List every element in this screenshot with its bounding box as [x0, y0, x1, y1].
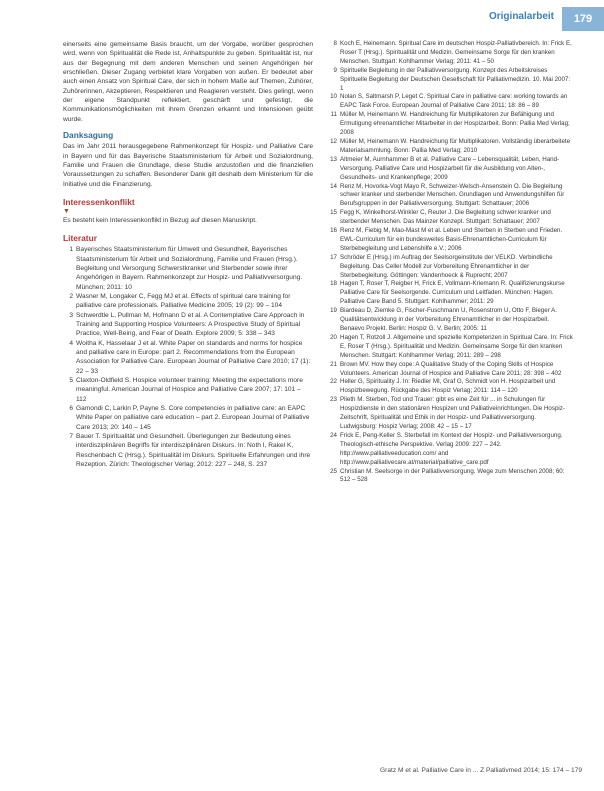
literatur-section: [63, 234, 313, 470]
reference-text: Nolan S, Saltmarsh P, Leget C. Spiritual Care in palliative care: working towards an EAPC Task Force. European Journal of Palliative Care 2011; 18: 86 – 89: [340, 93, 568, 110]
reference-item: [327, 254, 573, 281]
reference-text: Claxton-Oldfield S. Hospice volunteer training: Meeting the expectations more meaningful. American Journal of Hospice and Palliative Care 2007; 17: 101 – 112: [76, 377, 303, 403]
reference-text: Brown MV. How they cope: A Qualitative Study of the Coping Skills of Hospice Volunteers. American Journal of Hospice and Palliative Care 2011; 28: 398 – 402: [340, 360, 562, 377]
reference-number: 5: [69, 377, 73, 384]
reference-item: [327, 138, 573, 156]
reference-text: Woitha K, Hasselaar J et al. White Paper on standards and norms for hospice and palliative care in Europe: part 2. Recommendations from the European Association for Palliative Care. European Journal of Palliative Care 2010; 17 (1): 22 – 33: [76, 339, 311, 375]
section-marker-icon: ▼: [63, 207, 70, 215]
reference-text: Fegg K, Winkelhorst-Winkler C, Reuter J. Die Begleitung schwer kranker und sterbender Menschen. Das Mainzer Konzept. Stuttgart: Schattauer; 2007: [340, 209, 551, 226]
reference-text: Müller M, Heinemann W. Handreichung für Multiplikatoren zur Befähigung und Ermutigung ehrenamtlicher Mitarbeiter in der Hospizarbeit. Bonn: Pallia Med Verlag; 2008: [340, 111, 570, 137]
reference-number: 11: [330, 111, 337, 119]
reference-item: [327, 396, 573, 432]
danksagung-heading: Danksagung: [63, 130, 114, 141]
journal-section-label: Originalarbeit: [488, 11, 554, 22]
reference-number: 7: [69, 433, 73, 441]
reference-item: [63, 404, 313, 432]
reference-text: Wasner M, Longaker C, Fegg MJ et al. Effects of spiritual care training for palliative care professionals. Palliative Medicine 2005; 19 (2): 99 – 104: [76, 292, 291, 310]
reference-item: [63, 292, 313, 311]
page-footer-citation: Gratz M et al. Palliative Care in ... Z Palliativmed 2014; 15: 174 – 179: [380, 767, 582, 774]
left-column: [63, 40, 313, 469]
reference-item: [327, 432, 573, 468]
reference-number: 3: [69, 311, 73, 319]
reference-text: Frick E, Peng-Keller S. Sterbefall im Kontext der Hospiz- und Palliativversorgung. Theologisch-ethische Perspektive. Verlag 2009: 227 – 242. http://www.palliativeeducation.com/ and http://www.palliativecare.at/material/palliative_care.pdf: [340, 431, 563, 466]
reference-text: Spirituelle Begleitung in der Palliativversorgung. Konzept des Arbeitskreises Spirituelle Begleitung der Deutschen Gesellschaft für Palliativmedizin. 10. Mai 2007: 1: [340, 66, 571, 92]
reference-text: Biardeau D, Ziemke G, Fischer-Fuschmann U, Rosenstrom U, Otto F, Bieger A. Qualitätsentwicklung in der Vorbereitung Ehrenamtlicher in der Hospizarbeit. Benaevo Projekt. Berlin: Hospiz G. V. Berlin; 2005: 11: [340, 307, 557, 332]
reference-text: Christian M. Seelsorge in der Palliativversorgung. Wege zum Menschen 2008; 60: 512 – 528: [340, 467, 565, 484]
reference-item: [327, 67, 573, 94]
reference-item: [327, 378, 573, 396]
reference-number: 23: [330, 396, 337, 404]
reference-list-left: [63, 245, 313, 469]
reference-item: [327, 209, 573, 227]
literatur-heading: Literatur: [63, 232, 97, 243]
reference-item: [327, 361, 573, 379]
reference-item: [63, 376, 313, 404]
reference-text: Heller G, Spirituality J. In: Riedler MI, Graf G, Schmidt von H. Hospizarbeit und Hospizbewegung. Rückgabe des Hospiz Verlag; 2011: 114 – 120: [340, 378, 556, 395]
page-number-badge: 179: [562, 7, 604, 31]
reference-text: Altmeier M, Aurnhammer B et al. Palliative Care – Lebensqualität, Leben, Hand-Versorgung. Palliative Care und Hospizarbeit für die Ausbildung von Alten-, Gesundheits- und Krankenpflege; 2009: [340, 155, 560, 181]
reference-number: 15: [330, 209, 337, 217]
interessenkonflikt-section: [63, 198, 313, 225]
interessenkonflikt-text: Es besteht kein Interessenkonflikt in Bezug auf diesen Manuskript.: [63, 216, 257, 224]
reference-text: Bauer T. Spiritualität und Gesundheit. Überlegungen zur Bedeutung eines interdisziplinären Begriffs für interdisziplinären Diskurs. In: Noth I, Rakel K, Reschenbach C (Hrsg.). Spiritualität im Diskurs. Spirituelle Erfahrungen und ihre Rezeption. Zürich: Theologischer Verlag; 2012: 227 – 248, S. 237: [76, 433, 311, 469]
reference-text: Schröder E (Hrsg.) im Auftrag der Seelsorgeinstitute der VELKD. Verbindliche Begleitung. Das Celler Modell zur Vorbereitung Ehrenamtlicher in der Sterbebegleitung. Göttingen: Vandenhoeck & Ruprecht; 2007: [340, 253, 553, 279]
reference-item: [63, 432, 313, 469]
reference-item: [63, 339, 313, 376]
reference-text: Plieth M. Sterben, Tod und Trauer: gibt es eine Zeit für ... in Schulungen für Hospizdienste in den stationären Hospizen und Palliativeinrichtungen. Die Hospiz-Zeitschrift, Spiritualität und Ethik in der Hospiz- und Palliativversorgung. Ludwigsburg: Hospiz Verlag; 2008: 42 – 15 – 17: [340, 396, 565, 430]
reference-text: Hagen T, Rotzoll J. Allgemeine und spezielle Kompetenzen in Spiritual Care. In: Frick E, Roser T (Hrsg.). Spiritualität und Medizin. Gemeinsame Sorge für den kranken Menschen. Stuttgart: Kohlhammer Verlag; 2011: 289 – 298: [340, 333, 573, 359]
reference-item: [327, 334, 573, 361]
reference-item: [327, 280, 573, 307]
reference-list-right: [327, 40, 573, 485]
reference-number: 21: [330, 360, 337, 368]
reference-text: Schwerdtle L, Pullman M, Hofmann D et al. A Contemplative Care Approach in Training and Supporting Hospice Volunteers: A Prospective Study of Spiritual Practice, Well-Being, and Fear of Death. Explore 2009; 5: 338 – 343: [76, 311, 305, 338]
reference-item: [327, 307, 573, 334]
right-column: [327, 40, 573, 485]
reference-number: 4: [69, 339, 73, 347]
reference-number: 22: [330, 378, 337, 386]
reference-text: Renz M, Fiebig M, Mao-Mast M et al. Leben und Sterben in Sterben und Frieden. EWL-Curriculum für ein bundesweites Basis-Ehrenamtlichen-Curriculum für Sterbebegleitung und Lebenshilfe e.V.; 2006: [340, 227, 563, 252]
reference-number: 25: [330, 467, 337, 475]
reference-number: 24: [330, 431, 337, 439]
reference-item: [63, 245, 313, 292]
reference-item: [327, 111, 573, 138]
reference-item: [327, 227, 573, 254]
reference-text: Renz M, Hovorka-Vogt Mayo R, Schweizer-Welsch-Ansenstein O. Die Begleitung schwer kranker und sterbender Menschen. Grundlagen und Anwendungshilfen für Berufsgruppen in der Palliativversorgung. Stuttgart: Schattauer; 2006: [340, 182, 565, 208]
reference-number: 1: [69, 246, 73, 254]
reference-item: [327, 93, 573, 111]
page-header: [0, 3, 604, 27]
reference-item: [327, 156, 573, 183]
reference-item: [327, 183, 573, 210]
reference-number: 20: [330, 333, 337, 341]
reference-number: 16: [330, 227, 337, 235]
reference-number: 13: [330, 155, 337, 163]
reference-text: Müller M, Heinemann W. Handreichung für Multiplikatoren. Vollständig überarbeitete Materialsammlung. Bonn: Pallia Med Verlag; 2010: [340, 137, 571, 154]
reference-number: 6: [69, 405, 73, 413]
reference-number: 12: [330, 137, 337, 145]
reference-number: 14: [330, 182, 337, 190]
reference-item: [327, 40, 573, 67]
interessenkonflikt-heading: Interessenkonflikt: [63, 197, 135, 208]
reference-number: 19: [330, 307, 337, 315]
reference-number: 2: [69, 292, 73, 300]
reference-number: 18: [330, 280, 337, 288]
reference-item: [327, 468, 573, 486]
reference-text: Bayerisches Staatsministerium für Umwelt und Gesundheit, Bayerisches Staatsministerium für Arbeit und Sozialordnung, Familie und Frauen (Hrsg.). Begleitung und Versorgung Schwerstkranker und Sterbender sowie ihrer Angehörigen in Bayern. Rahmenkonzept zur Hospiz- und Palliativversorgung. München; 2011: 10: [76, 246, 303, 291]
reference-text: Hagen T, Roser T, Reigber H, Frick E, Vollmann-Kriemann R. Qualifizierungskurse Palliative Care für Seelsorgende. Curriculum und Leitfaden. München: Hagen. Palliative Care Band 5. Stuttgart: Kohlhammer; 2011: 29: [340, 280, 565, 306]
intro-paragraph: einerseits eine gemeinsame Basis braucht, um der Vorgabe, worüber gesprochen wird, wenn von Spiritualität die Rede ist, Anhaltspunkte zu geben. Spiritualität ist, nur aus der Begegnung mit dem anderen Menschen und seinen Angehörigen her erschließen. Dieser Zugang verbietet klare Vorgaben von außen. Er bedeutet aber auch einen Ansatz von Spiritual Care, der sich in hohem Maße auf Themen, Zuhörer, Zuhörerinnen, Akzeptieren, Respektieren und Reagieren versteht. Dies gelingt, wenn der eigene Standpunkt reflektiert, geschärft und gefestigt, die Kommunikationsmöglichkeiten mit ihrem Grenzen erkannt und Intensionen geübt wurde.: [63, 41, 313, 123]
reference-number: 10: [330, 93, 337, 101]
reference-number: 9: [333, 66, 337, 74]
reference-item: [63, 311, 313, 339]
reference-number: 8: [333, 40, 337, 47]
reference-text: Koch E, Heinemann. Spiritual Care im deutschen Hospiz-Palliativbereich. In: Frick E, Roser T (Hrsg.). Spiritualität und Medizin. Gemeinsame Sorge für den kranken Menschen. Stuttgart: Kohlhammer Verlag; 2011: 41 – 50: [340, 40, 572, 65]
danksagung-text: Das im Jahr 2011 herausgegebene Rahmenkonzept für Hospiz- und Palliative Care in Bayern und für das Bayerische Staatsministerium für Arbeit und Sozialordnung, Familie und Frauen die Grundlage, diese Studie anzustoßen und die finanziellen Voraussetzungen zu schaffen. Besonderer Dank gilt deshalb dem Ministerium für die Initiative und die Finanzierung.: [63, 143, 313, 188]
reference-text: Gamondi C, Larkin P, Payne S. Core competencies in palliative care: an EAPC White Paper on palliative care education – part 2. European Journal of Palliative Care 2013; 20: 140 – 145: [76, 405, 310, 431]
danksagung-section: [63, 131, 313, 189]
reference-number: 17: [330, 253, 337, 261]
